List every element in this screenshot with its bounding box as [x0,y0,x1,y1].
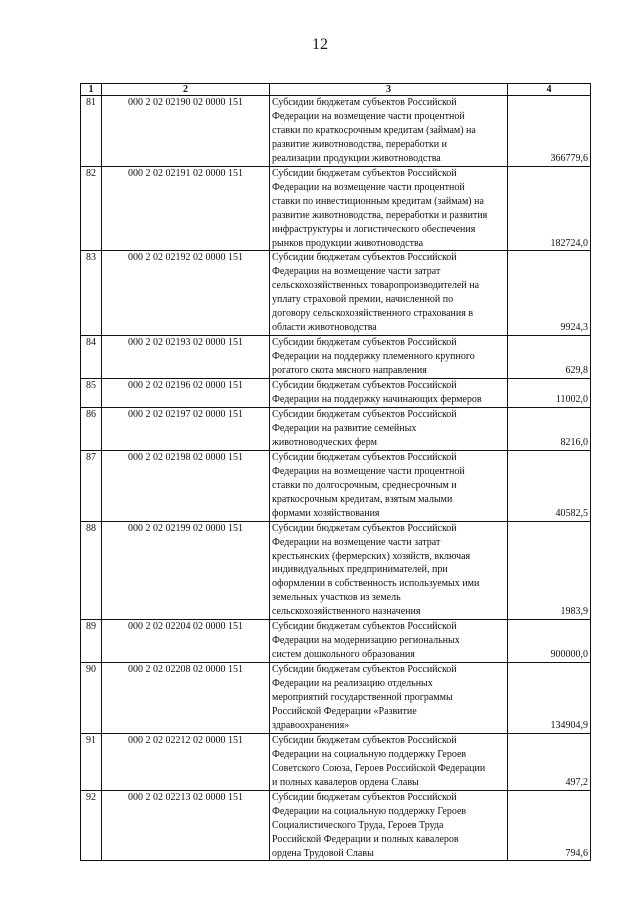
description-line: формами хозяйствования [272,507,380,519]
subsidy-description [270,96,508,167]
table-header-row [81,84,591,96]
description-line: Субсидии бюджетам субъектов Российской [272,252,457,264]
subsidy-description [270,521,508,620]
description-line: Федерации на возмещение части процентной [272,465,465,477]
table-row [81,96,591,167]
description-line: Федерации на возмещение части затрат [272,266,441,278]
description-line: Федерации на социальную поддержку Героев [272,805,467,817]
amount-value: 366779,6 [508,96,591,167]
budget-code: 000 2 02 02198 02 0000 151 [102,450,270,521]
description-line: Субсидии бюджетам субъектов Российской [272,97,457,108]
description-line: и полных кавалеров ордена Славы [272,776,419,788]
table-row [81,663,591,734]
amount-value: 1983,9 [508,521,591,620]
row-number: 87 [81,450,102,521]
subsidy-description [270,251,508,336]
table-row [81,450,591,521]
row-number: 84 [81,336,102,379]
row-number: 90 [81,663,102,734]
budget-code: 000 2 02 02190 02 0000 151 [102,96,270,167]
description-line: Российской Федерации «Развитие [272,705,417,717]
row-number: 85 [81,379,102,408]
description-line: крестьянских (фермерских) хозяйств, включая [272,550,471,562]
description-line: мероприятий государственной программы [272,692,453,704]
row-number: 88 [81,521,102,620]
amount-value: 134904,9 [508,663,591,734]
table-row [81,521,591,620]
subsidy-description [270,790,508,861]
table-row [81,336,591,379]
amount-value: 8216,0 [508,407,591,450]
budget-code: 000 2 02 02192 02 0000 151 [102,251,270,336]
description-line: систем дошкольного образования [272,649,415,661]
description-line: Субсидии бюджетам субъектов Российской [272,621,457,633]
description-line: Субсидии бюджетам субъектов Российской [272,734,457,746]
description-line: развитие животноводства, переработки и [272,138,447,150]
row-number: 92 [81,790,102,861]
budget-table [80,83,591,861]
row-number: 89 [81,620,102,663]
amount-value: 182724,0 [508,166,591,251]
description-line: рынков продукции животноводства [272,237,424,249]
subsidy-description [270,407,508,450]
subsidy-description [270,620,508,663]
amount-value: 900000,0 [508,620,591,663]
description-line: сельскохозяйственных товаропроизводителей на [272,280,480,292]
description-line: рогатого скота мясного направления [272,365,427,377]
subsidy-description [270,733,508,790]
description-line: Федерации на поддержку племенного крупного [272,351,475,363]
description-line: Социалистического Труда, Героев Труда [272,819,444,831]
description-line: Российской Федерации и полных кавалеров [272,833,459,845]
description-line: животноводческих ферм [272,436,377,448]
description-line: сельскохозяйственного назначения [272,606,421,618]
table-row [81,379,591,408]
description-line: ставки по инвестиционным кредитам (займам) на [272,195,484,207]
row-number: 91 [81,733,102,790]
description-line: реализации продукции животноводства [272,152,441,164]
description-line: договору сельскохозяйственного страхования в [272,308,474,320]
description-line: Федерации на возмещение части процентной [272,181,465,193]
description-line: оформлении в собственность используемых ими [272,578,480,590]
budget-code: 000 2 02 02204 02 0000 151 [102,620,270,663]
description-line: уплату страховой премии, начисленной по [272,294,454,306]
description-line: здравоохранения» [272,719,350,731]
amount-value: 11002,0 [508,379,591,408]
budget-code: 000 2 02 02193 02 0000 151 [102,336,270,379]
description-line: ставки по долгосрочным, среднесрочным и [272,479,457,491]
description-line: Субсидии бюджетам субъектов Российской [272,522,457,534]
description-line: Федерации на социальную поддержку Героев [272,748,467,760]
column-header-2: 2 [102,84,270,96]
row-number: 82 [81,166,102,251]
description-line: Субсидии бюджетам субъектов Российской [272,791,457,803]
description-line: Советского Союза, Героев Российской Федерации [272,762,486,774]
budget-code: 000 2 02 02191 02 0000 151 [102,166,270,251]
description-line: ставки по краткосрочным кредитам (займам) на [272,124,476,136]
description-line: земельных участков из земель [272,592,401,604]
amount-value: 9924,3 [508,251,591,336]
subsidy-description [270,166,508,251]
budget-code: 000 2 02 02208 02 0000 151 [102,663,270,734]
table-row [81,790,591,861]
amount-value: 629,8 [508,336,591,379]
column-header-3: 3 [270,84,508,96]
subsidy-description [270,379,508,408]
table-row [81,407,591,450]
description-line: развитие животноводства, переработки и развития [272,209,488,221]
amount-value: 497,2 [508,733,591,790]
description-line: области животноводства [272,322,377,334]
budget-code: 000 2 02 02199 02 0000 151 [102,521,270,620]
description-line: инфраструктуры и логистического обеспечения [272,223,476,235]
column-header-4: 4 [508,84,591,96]
description-line: краткосрочным кредитам, взятым малыми [272,493,453,505]
table-body [81,96,591,861]
description-line: Субсидии бюджетам субъектов Российской [272,664,457,676]
budget-code: 000 2 02 02212 02 0000 151 [102,733,270,790]
description-line: Федерации на модернизацию региональных [272,635,460,647]
subsidy-description [270,336,508,379]
description-line: Субсидии бюджетам субъектов Российской [272,380,457,392]
description-line: индивидуальных предпринимателей, при [272,564,448,576]
table-row [81,620,591,663]
budget-code: 000 2 02 02197 02 0000 151 [102,407,270,450]
row-number: 86 [81,407,102,450]
row-number: 83 [81,251,102,336]
description-line: Субсидии бюджетам субъектов Российской [272,167,457,179]
description-line: Федерации на развитие семейных [272,422,417,434]
table-row [81,733,591,790]
subsidy-description [270,663,508,734]
description-line: Федерации на реализацию отдельных [272,678,433,690]
budget-code: 000 2 02 02196 02 0000 151 [102,379,270,408]
budget-code: 000 2 02 02213 02 0000 151 [102,790,270,861]
description-line: Субсидии бюджетам субъектов Российской [272,451,457,463]
description-line: Федерации на поддержку начинающих фермеров [272,394,482,406]
amount-value: 40582,5 [508,450,591,521]
amount-value: 794,6 [508,790,591,861]
description-line: Субсидии бюджетам субъектов Российской [272,408,457,420]
description-line: Федерации на возмещение части процентной [272,110,465,122]
table-row [81,251,591,336]
subsidy-description [270,450,508,521]
page-number: 12 [312,36,328,53]
description-line: Субсидии бюджетам субъектов Российской [272,337,457,349]
description-line: ордена Трудовой Славы [272,847,374,859]
column-header-1: 1 [81,84,102,96]
table-row [81,166,591,251]
description-line: Федерации на возмещение части затрат [272,536,441,548]
row-number: 81 [81,96,102,167]
